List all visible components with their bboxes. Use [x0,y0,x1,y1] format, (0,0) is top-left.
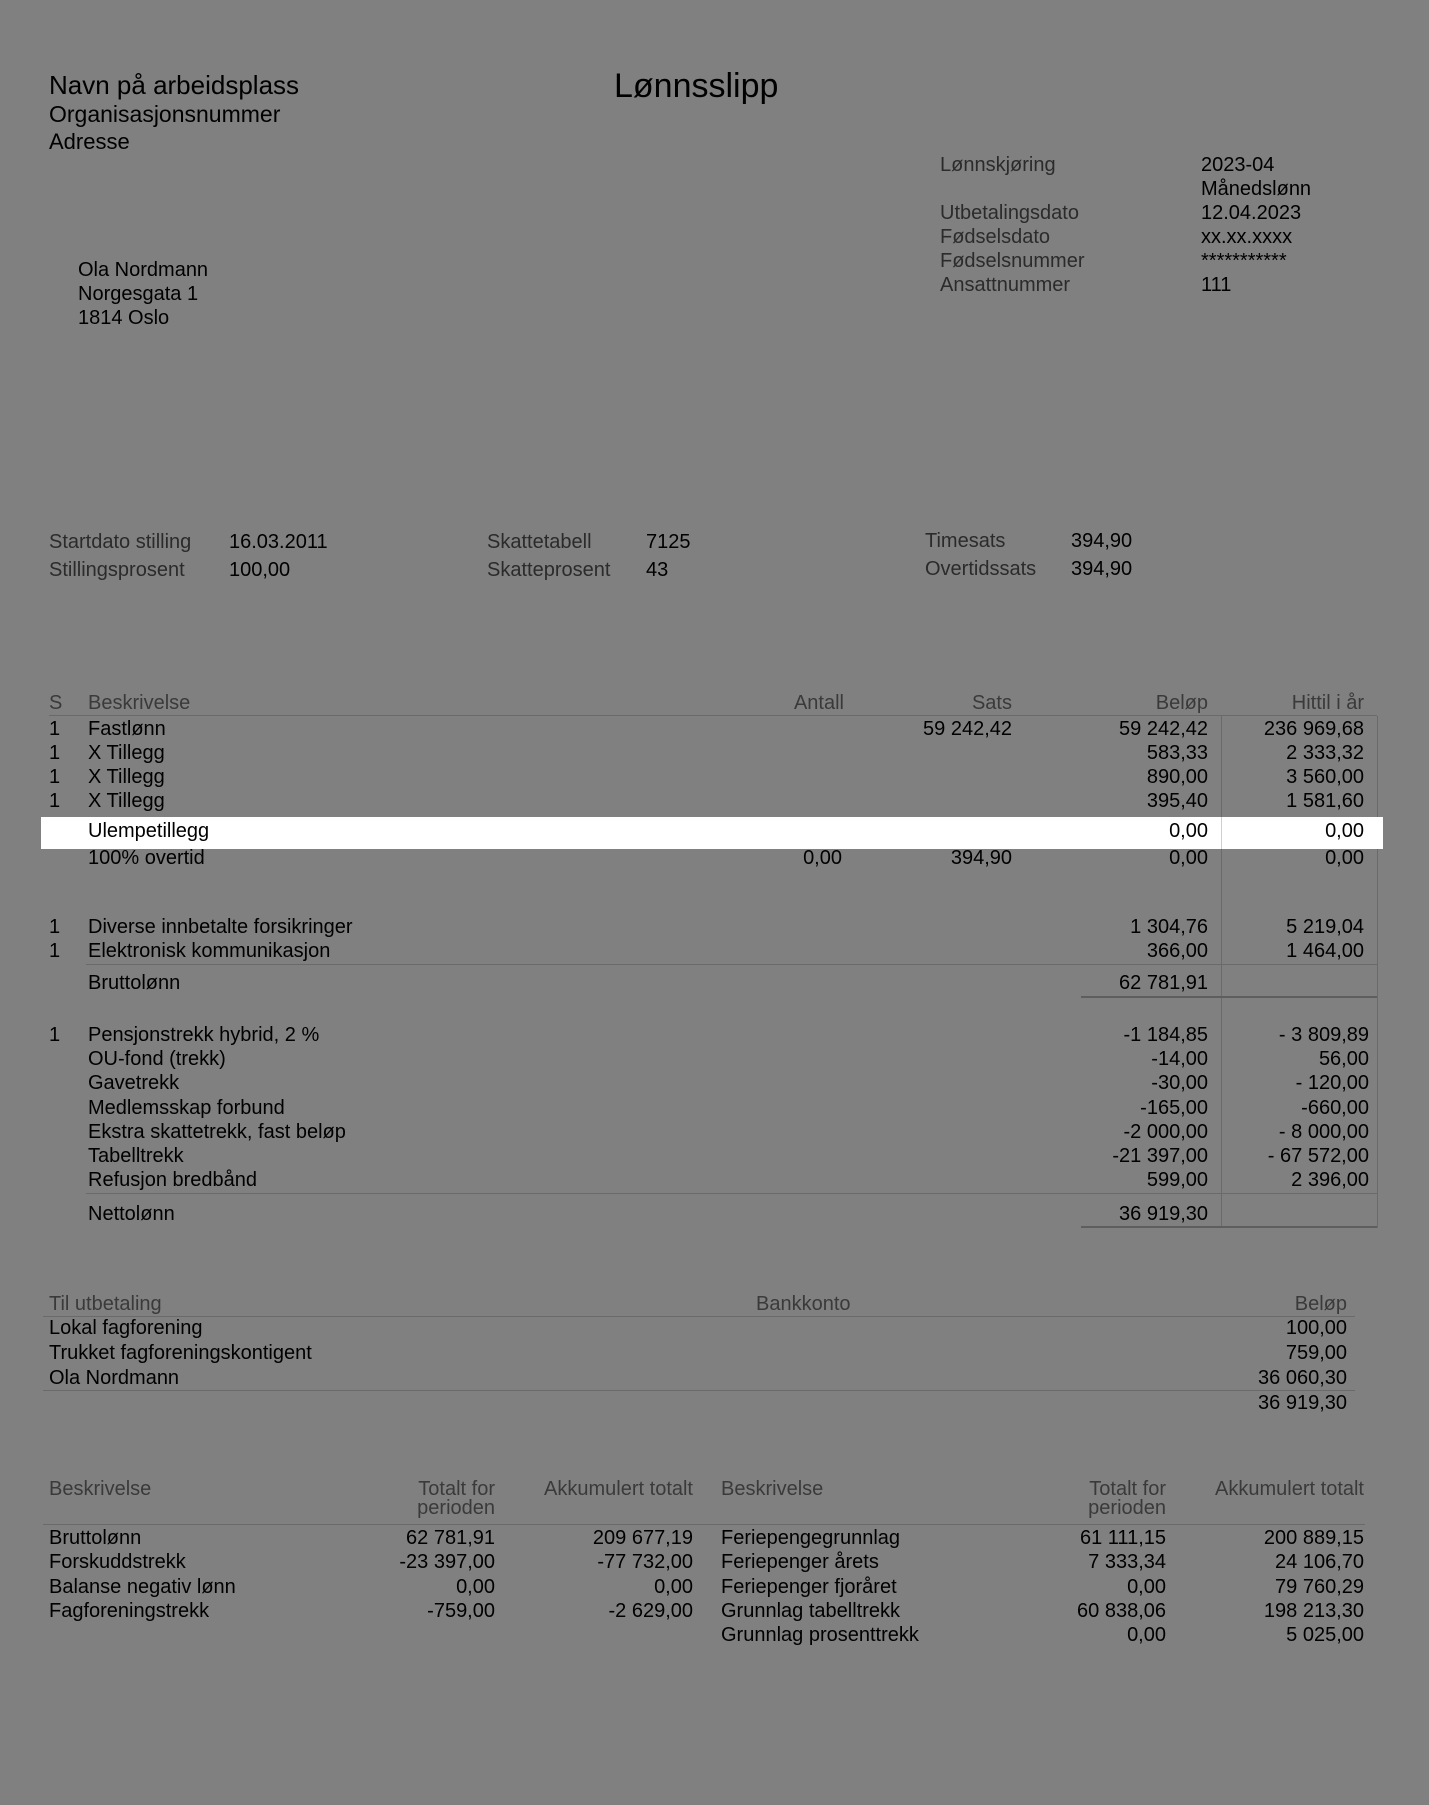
summary-period-total: -23 397,00 [399,1551,495,1573]
summary-accumulated-total: 198 213,30 [1263,1600,1364,1622]
tax-pct-label: Skatteprosent [487,559,611,581]
deduction-ytd: - 8 000,00 [1278,1121,1369,1143]
line-ytd: 1 464,00 [1286,940,1364,962]
line-amount: 366,00 [1146,940,1208,962]
net-label: Nettolønn [88,1203,175,1225]
summary-period-total: -759,00 [427,1600,495,1622]
deduction-amount: -2 000,00 [1123,1121,1208,1143]
line-description: Diverse innbetalte forsikringer [88,916,353,938]
meta-value: 12.04.2023 [1201,202,1302,224]
summary-description: Bruttolønn [49,1527,142,1549]
meta-value: *********** [1201,250,1287,272]
line-description: X Tillegg [88,742,165,764]
deduction-amount: -21 397,00 [1112,1145,1208,1167]
recipient-name: Ola Nordmann [78,259,209,281]
summary-accumulated-total: -77 732,00 [597,1551,693,1573]
deduction-ytd: 56,00 [1318,1048,1369,1070]
line-amount: 59 242,42 [1119,718,1208,740]
line-s: 1 [49,790,61,812]
summary-header-description: Beskrivelse [49,1478,152,1500]
summary-header-period-1: Totalt for [418,1478,495,1500]
line-description: X Tillegg [88,790,165,812]
header-divider [49,715,1377,716]
line-s: 1 [49,766,61,788]
col-header-amount: Beløp [1155,692,1208,714]
gross-amount: 62 781,91 [1119,972,1208,994]
line-ytd: 0,00 [1325,820,1364,842]
employer-org-number: Organisasjonsnummer [49,101,281,127]
employer-address: Adresse [49,129,130,154]
deduction-ytd: - 120,00 [1295,1072,1369,1094]
payout-total: 36 919,30 [1258,1392,1347,1414]
gross-underline [1081,996,1377,998]
tax-pct-value: 43 [646,559,669,581]
net-amount: 36 919,30 [1119,1203,1208,1225]
meta-value: 111 [1201,274,1232,296]
gross-top-divider [86,964,1377,965]
summary-header-divider [43,1524,1365,1525]
summary-header-description: Beskrivelse [721,1478,824,1500]
deduction-s: 1 [49,1024,61,1046]
gross-label: Bruttolønn [88,972,181,994]
line-s: 1 [49,742,61,764]
ytd-column-separator [1221,716,1222,1228]
summary-header-accumulated: Akkumulert totalt [1215,1478,1364,1500]
summary-accumulated-total: 79 760,29 [1275,1576,1364,1598]
deduction-ytd: - 67 572,00 [1267,1145,1369,1167]
line-description: 100% overtid [88,847,205,869]
summary-accumulated-total: 5 025,00 [1286,1624,1364,1646]
deduction-ytd: -660,00 [1301,1097,1369,1119]
net-top-divider [86,1193,1377,1194]
deduction-ytd: 2 396,00 [1291,1169,1369,1191]
payout-header-to: Til utbetaling [49,1293,162,1315]
summary-period-total: 7 333,34 [1088,1551,1166,1573]
summary-accumulated-total: 200 889,15 [1263,1527,1364,1549]
summary-header-period-1: Totalt for [1089,1478,1166,1500]
line-amount: 0,00 [1169,820,1208,842]
deduction-description: Refusjon bredbånd [88,1169,258,1191]
payout-header-amount: Beløp [1294,1293,1347,1315]
meta-label: Lønnskjøring [940,154,1056,176]
summary-period-total: 62 781,91 [406,1527,495,1549]
start-date-label: Startdato stilling [49,531,192,553]
summary-description: Forskuddstrekk [49,1551,186,1573]
deduction-amount: -165,00 [1140,1097,1208,1119]
summary-description: Feriepenger årets [721,1551,879,1573]
meta-label: Utbetalingsdato [940,202,1079,224]
summary-description: Feriepenger fjoråret [721,1576,897,1598]
meta-value: 2023-04 [1201,154,1275,176]
line-amount: 583,33 [1146,742,1208,764]
deduction-description: OU-fond (trekk) [88,1048,226,1070]
line-description: Ulempetillegg [88,820,210,842]
payout-amount: 759,00 [1285,1342,1347,1364]
col-header-ytd: Hittil i år [1291,692,1364,714]
deduction-description: Ekstra skattetrekk, fast beløp [88,1121,346,1143]
line-amount: 0,00 [1169,847,1208,869]
meta-value: Månedslønn [1201,178,1312,200]
col-header-quantity: Antall [793,692,844,714]
line-description: Fastlønn [88,718,166,740]
hourly-rate-label: Timesats [925,530,1006,552]
deduction-amount: -1 184,85 [1123,1024,1208,1046]
start-date-value: 16.03.2011 [229,531,328,553]
recipient-street: Norgesgata 1 [78,283,199,305]
col-header-rate: Sats [971,692,1012,714]
page-title: Lønnsslipp [614,67,779,105]
deduction-description: Tabelltrekk [88,1145,184,1167]
position-pct-value: 100,00 [229,559,291,581]
col-header-description: Beskrivelse [88,692,191,714]
deduction-amount: -30,00 [1151,1072,1208,1094]
net-underline [1081,1226,1377,1228]
deduction-description: Gavetrekk [88,1072,180,1094]
payout-recipient: Trukket fagforeningskontigent [49,1342,312,1364]
hourly-rate-value: 394,90 [1071,530,1133,552]
position-pct-label: Stillingsprosent [49,559,185,581]
line-s: 1 [49,718,61,740]
payout-total-divider [43,1390,1355,1391]
deduction-description: Pensjonstrekk hybrid, 2 % [88,1024,320,1046]
table-right-border [1377,716,1378,1228]
summary-description: Fagforeningstrekk [49,1600,210,1622]
highlight-separator [1221,817,1222,849]
line-quantity: 0,00 [803,847,842,869]
deduction-ytd: - 3 809,89 [1278,1024,1369,1046]
employer-name: Navn på arbeidsplass [49,70,300,100]
line-s: 1 [49,940,61,962]
summary-description: Grunnlag tabelltrekk [721,1600,900,1622]
line-ytd: 3 560,00 [1286,766,1364,788]
line-ytd: 1 581,60 [1286,790,1364,812]
summary-description: Balanse negativ lønn [49,1576,236,1598]
payout-amount: 36 060,30 [1258,1367,1347,1389]
meta-value: xx.xx.xxxx [1201,226,1293,248]
line-amount: 1 304,76 [1130,916,1208,938]
payout-recipient: Lokal fagforening [49,1317,203,1339]
overtime-rate-label: Overtidssats [925,558,1037,580]
line-ytd: 2 333,32 [1286,742,1364,764]
summary-period-total: 60 838,06 [1077,1600,1166,1622]
meta-label: Ansattnummer [940,274,1071,296]
payout-header-divider [43,1316,1355,1317]
tax-table-label: Skattetabell [487,531,592,553]
summary-accumulated-total: -2 629,00 [608,1600,693,1622]
meta-label: Fødselsdato [940,226,1051,248]
payout-recipient: Ola Nordmann [49,1367,180,1389]
summary-period-total: 0,00 [1127,1624,1166,1646]
recipient-city: 1814 Oslo [78,307,170,329]
line-description: X Tillegg [88,766,165,788]
summary-period-total: 61 111,15 [1079,1527,1166,1549]
line-ytd: 5 219,04 [1286,916,1364,938]
line-s: 1 [49,916,61,938]
line-rate: 59 242,42 [923,718,1012,740]
line-ytd: 236 969,68 [1263,718,1364,740]
line-amount: 395,40 [1146,790,1208,812]
deduction-amount: -14,00 [1151,1048,1208,1070]
summary-description: Grunnlag prosenttrekk [721,1624,919,1646]
summary-header-accumulated: Akkumulert totalt [544,1478,693,1500]
summary-accumulated-total: 24 106,70 [1275,1551,1364,1573]
payout-amount: 100,00 [1285,1317,1347,1339]
line-rate: 394,90 [950,847,1012,869]
deduction-description: Medlemsskap forbund [88,1097,285,1119]
summary-accumulated-total: 209 677,19 [592,1527,693,1549]
summary-header-period-2: perioden [1088,1497,1166,1519]
summary-period-total: 0,00 [456,1576,495,1598]
summary-description: Feriepengegrunnlag [721,1527,901,1549]
col-header-s: S [49,692,63,714]
summary-header-period-2: perioden [417,1497,495,1519]
line-description: Elektronisk kommunikasjon [88,940,331,962]
line-amount: 890,00 [1146,766,1208,788]
deduction-amount: 599,00 [1146,1169,1208,1191]
line-ytd: 0,00 [1325,847,1364,869]
payout-header-account: Bankkonto [756,1293,851,1315]
summary-period-total: 0,00 [1127,1576,1166,1598]
summary-accumulated-total: 0,00 [654,1576,693,1598]
overtime-rate-value: 394,90 [1071,558,1133,580]
meta-label: Fødselsnummer [940,250,1085,272]
tax-table-value: 7125 [646,531,691,553]
